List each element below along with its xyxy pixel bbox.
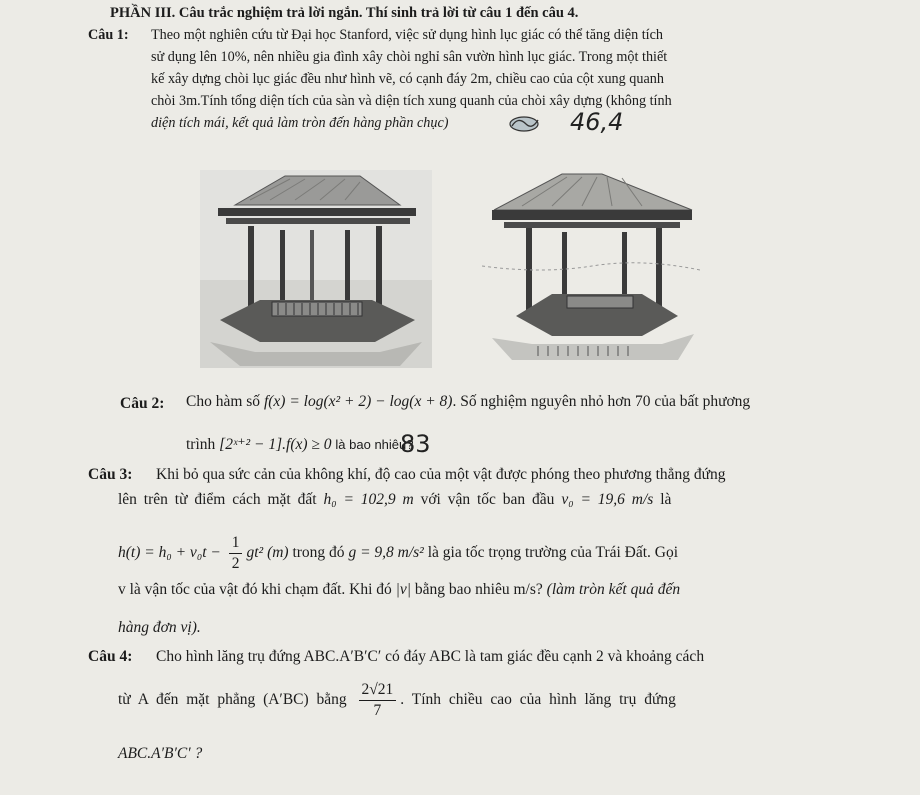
q2-label: Câu 2: bbox=[120, 395, 165, 412]
gazebo-illustration-left bbox=[200, 170, 432, 368]
q2-line-2-start: trình bbox=[186, 436, 216, 453]
q3-line-2-end: là bbox=[660, 491, 672, 508]
q4-fraction-numerator: 2√21 bbox=[359, 680, 397, 701]
q3-line-2-start: lên trên từ điểm cách mặt đất bbox=[118, 491, 317, 508]
q3-line-3-end: là gia tốc trọng trường của Trái Đất. Gọi bbox=[427, 544, 679, 561]
q2-inequality: [2ˣ⁺² − 1].f(x) ≥ 0 bbox=[219, 436, 332, 453]
q3-line-4-start: v là vận tốc của vật đó khi chạm đất. Khi đó bbox=[118, 581, 392, 598]
q3-height-formula-tail: gt² (m) bbox=[246, 544, 289, 561]
q1-line-4: chòi 3m.Tính tổng diện tích của sàn và diện tích xung quanh của chòi xây dựng (không tính bbox=[151, 93, 672, 109]
handwritten-scribble-icon bbox=[506, 112, 542, 136]
q2-line-1-end: . Số nghiệm nguyên nhỏ hơn 70 của bất phương bbox=[452, 393, 751, 410]
q4-line-3: ABC.A′B′C′ ? bbox=[118, 745, 203, 762]
q2-function-formula: f(x) = log(x² + 2) − log(x + 8) bbox=[263, 393, 453, 410]
q1-line-2: sử dụng lên 10%, nên nhiều gia đình xây chòi nghỉ sân vườn hình lục giác. Trong một thiết bbox=[151, 49, 668, 65]
q2-line-1 bbox=[186, 393, 750, 411]
q3-line-3-mid: trong đó bbox=[292, 544, 345, 561]
q3-line-2 bbox=[118, 491, 671, 509]
q2-line-1-start: Cho hàm số bbox=[186, 393, 261, 410]
q4-line-2-end: . Tính chiều cao của hình lăng trụ đứng bbox=[400, 691, 676, 708]
q3-label: Câu 3: bbox=[88, 466, 133, 483]
q3-line-4 bbox=[118, 581, 680, 599]
q3-gravity: g = 9,8 m/s² bbox=[348, 544, 424, 561]
q3-initial-height: h₀ = 102,9 m bbox=[323, 491, 414, 508]
gazebo-illustration-right bbox=[482, 166, 700, 366]
q1-line-5: diện tích mái, kết quả làm tròn đến hàng phần chục) bbox=[151, 115, 449, 131]
q3-line-3 bbox=[118, 532, 678, 574]
q3-fraction-denominator: 2 bbox=[231, 554, 240, 572]
q1-line-3: kế xây dựng chòi lục giác đều như hình vẽ, có cạnh đáy 2m, chiều cao của cột xung quanh bbox=[151, 71, 664, 87]
q4-label: Câu 4: bbox=[88, 648, 133, 665]
q4-line-1: Cho hình lăng trụ đứng ABC.A′B′C′ có đáy ABC là tam giác đều cạnh 2 và khoảng cách bbox=[156, 648, 705, 665]
q1-label: Câu 1: bbox=[88, 27, 129, 43]
q3-fraction-numerator: 1 bbox=[229, 533, 243, 554]
q4-line-2 bbox=[118, 679, 676, 721]
q3-line-4-mid: bằng bao nhiêu m/s? bbox=[414, 581, 543, 598]
q3-line-2-mid: với vận tốc ban đầu bbox=[420, 491, 555, 508]
q1-line-1: Theo một nghiên cứu từ Đại học Stanford, việc sử dụng hình lục giác có thể tăng diện tích bbox=[151, 27, 664, 43]
q3-half-fraction bbox=[229, 533, 243, 574]
q3-line-4-note: (làm tròn kết quả đến bbox=[546, 581, 681, 598]
q4-fraction-denominator: 7 bbox=[373, 701, 382, 719]
q3-initial-velocity: v₀ = 19,6 m/s bbox=[561, 491, 654, 508]
q3-height-formula: h(t) = h₀ + v₀t − bbox=[118, 544, 225, 561]
q1-handwritten-answer: 46,4 bbox=[570, 108, 624, 136]
q2-line-2-end: là bao nhiêu? bbox=[335, 437, 414, 452]
q3-line-1: Khi bỏ qua sức cản của không khí, độ cao của một vật được phóng theo phương thẳng đứng bbox=[156, 466, 726, 483]
q2-handwritten-answer: 83 bbox=[400, 430, 431, 458]
section-title: PHẦN III. Câu trắc nghiệm trả lời ngắn. Thí sinh trả lời từ câu 1 đến câu 4. bbox=[110, 5, 579, 21]
q3-abs-velocity: |v| bbox=[395, 581, 412, 598]
q4-line-2-start: từ A đến mặt phẳng (A′BC) bằng bbox=[118, 691, 347, 708]
q3-line-5: hàng đơn vị). bbox=[118, 619, 201, 636]
q4-distance-fraction bbox=[359, 680, 397, 721]
q2-line-2 bbox=[186, 436, 413, 454]
